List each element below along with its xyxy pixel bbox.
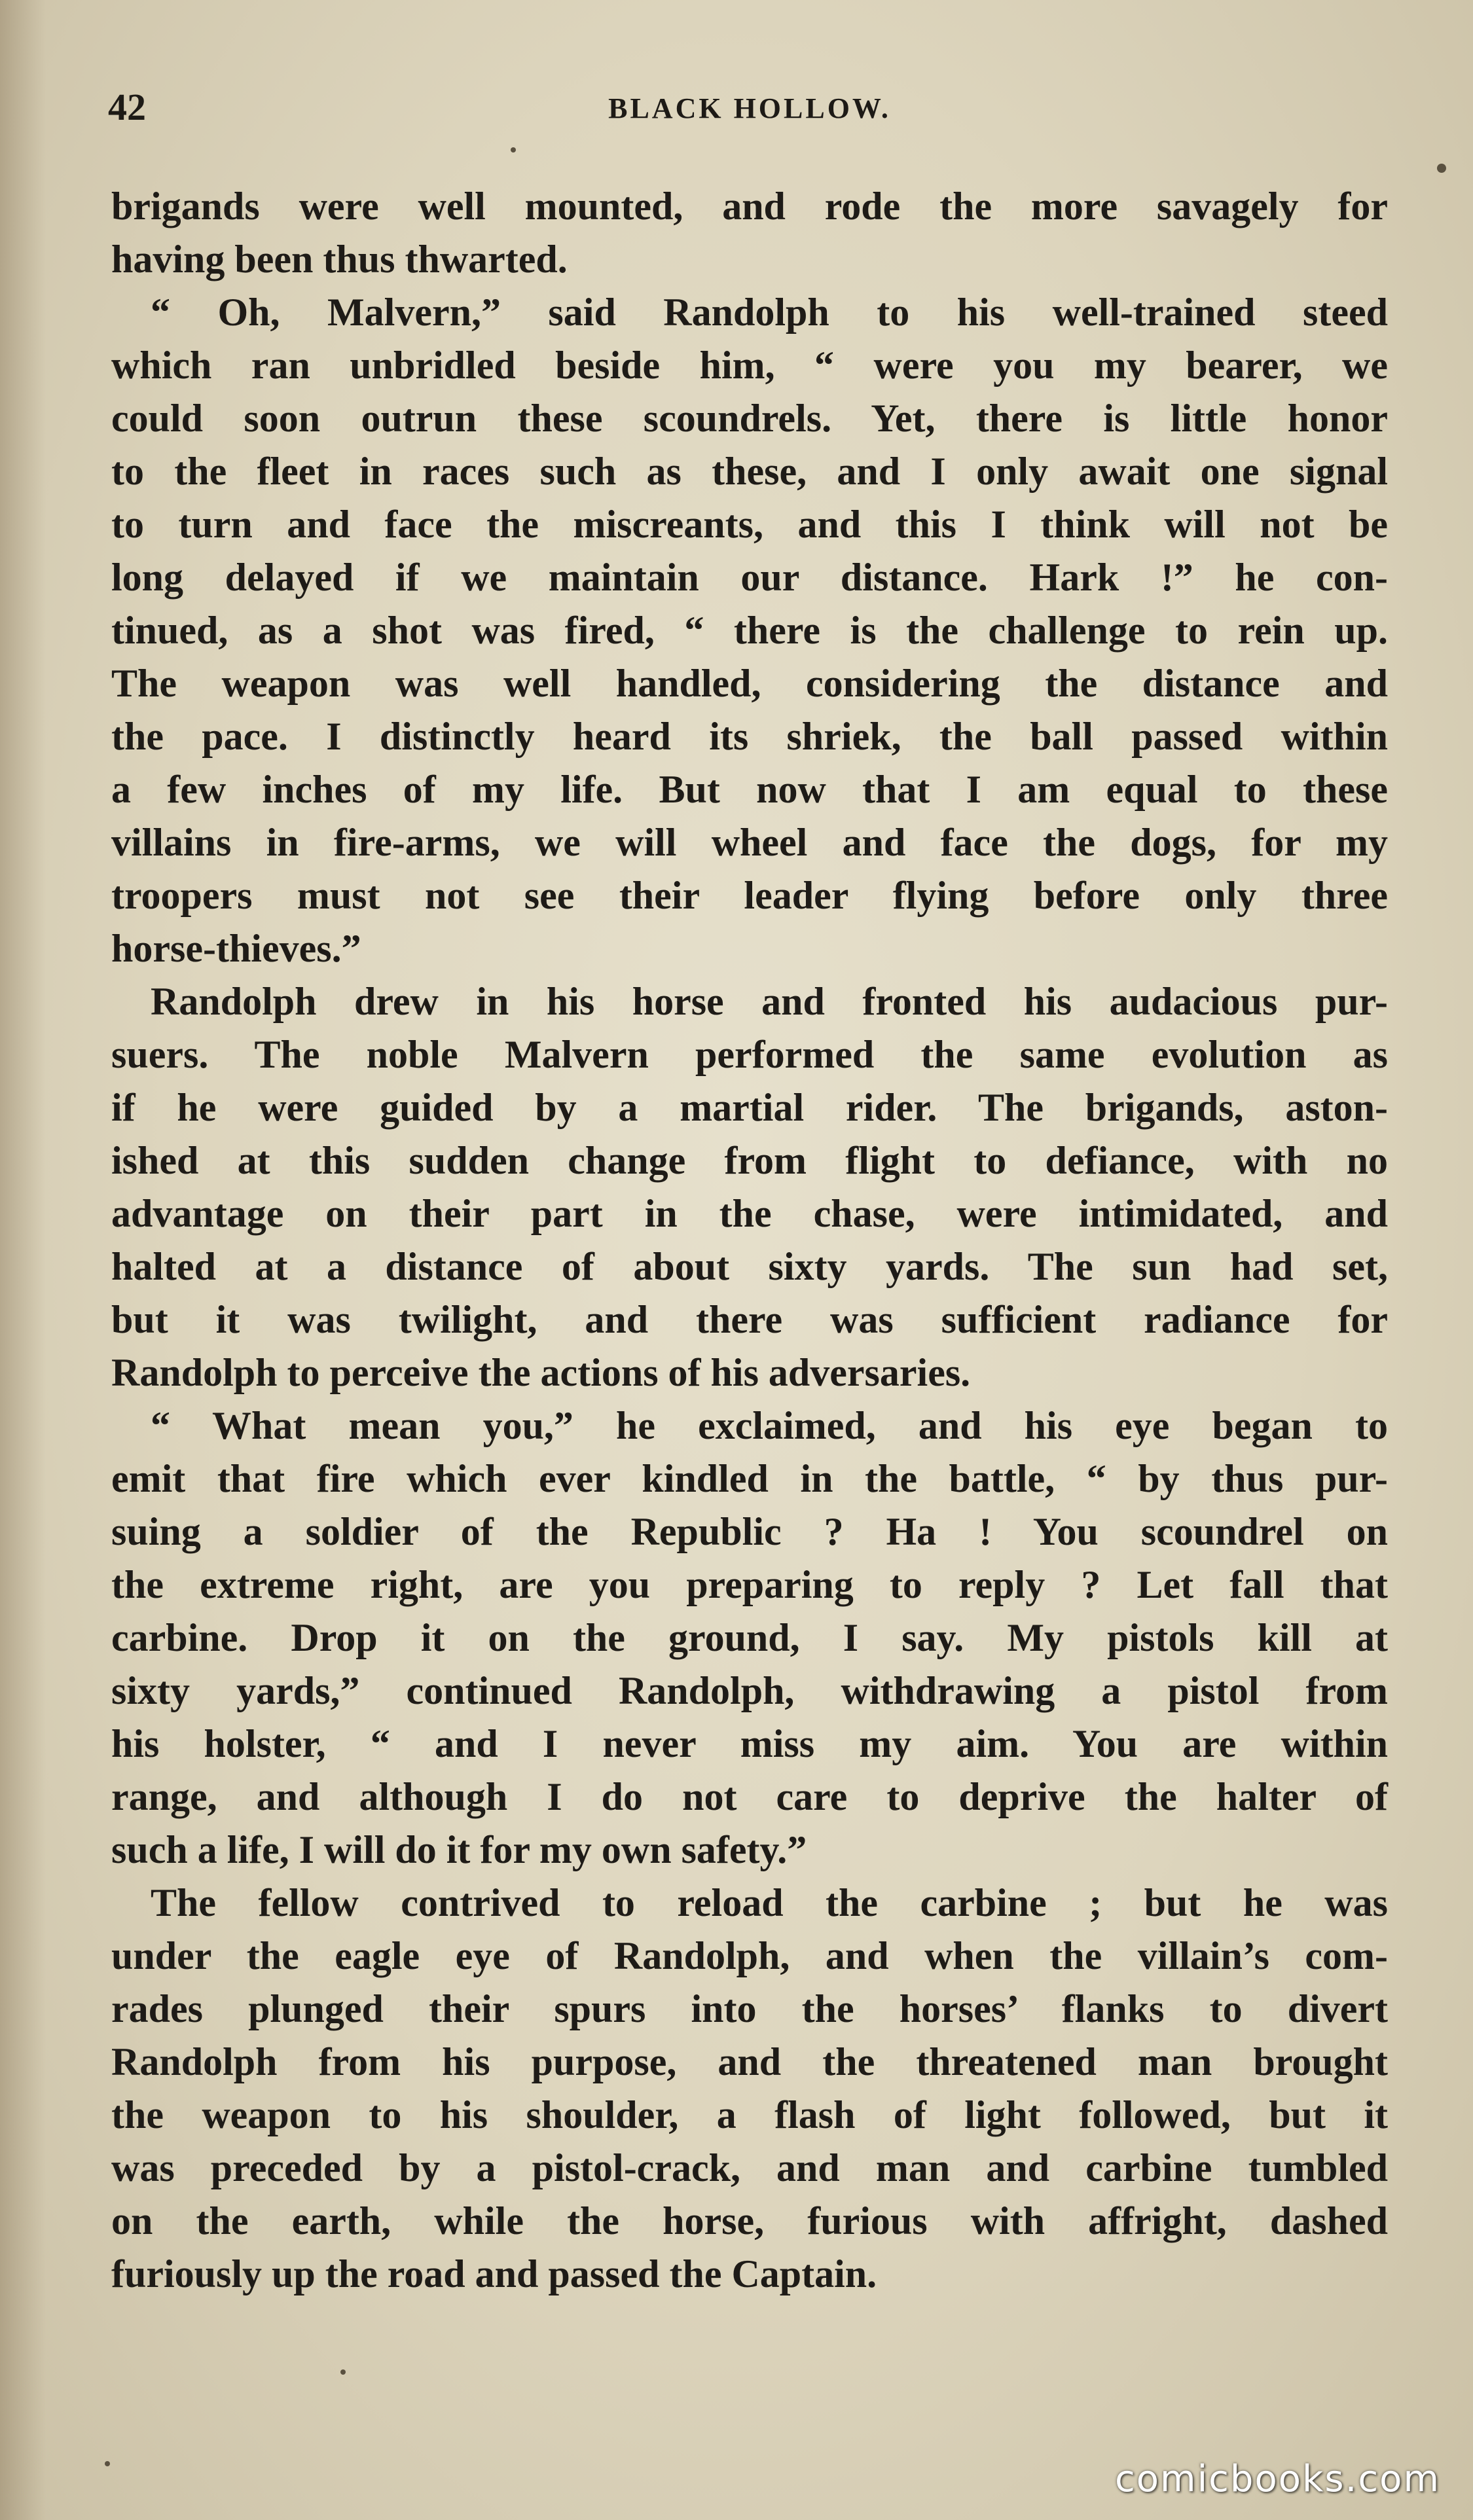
text-line: Randolph drew in his horse and fronted his audacious pur- [151,980,1388,1023]
text-line: horse-thieves.” [111,927,361,970]
text-line: suing a soldier of the Republic ? Ha ! You scoundrel on [111,1510,1388,1553]
spine-shadow [0,0,46,2520]
text-line: Randolph to perceive the actions of his adversaries. [111,1351,971,1394]
text-line: “ What mean you,” he exclaimed, and his eye began to [151,1404,1388,1447]
text-line: carbine. Drop it on the ground, I say. My pistols kill at [111,1616,1388,1659]
text-line: if he were guided by a martial rider. The brigands, aston- [111,1086,1388,1129]
page-number: 42 [108,86,146,128]
text-line: a few inches of my life. But now that I am equal to these [111,768,1388,811]
running-head [108,85,1391,137]
paper-speck [1437,164,1446,173]
text-line: long delayed if we maintain our distance. Hark !” he con- [111,556,1388,599]
text-line: the extreme right, are you preparing to reply ? Let fall that [111,1563,1388,1606]
text-line: was preceded by a pistol-crack, and man and carbine tumbled [111,2146,1388,2189]
text-line: ished at this sudden change from flight to defiance, with no [111,1139,1388,1182]
text-line: which ran unbridled beside him, “ were you my bearer, we [111,344,1388,387]
text-line: having been thus thwarted. [111,238,568,281]
text-line: halted at a distance of about sixty yards. The sun had set, [111,1245,1388,1288]
paper-speck [105,2461,110,2466]
body-text [111,180,1388,2301]
watermark-text: comicbooks.com [1114,2458,1440,2500]
text-line: to turn and face the miscreants, and this I think will not be [111,503,1388,546]
text-line: emit that fire which ever kindled in the battle, “ by thus pur- [111,1457,1388,1500]
running-title: BLACK HOLLOW. [608,92,891,124]
text-line: Randolph from his purpose, and the threatened man brought [111,2040,1388,2083]
text-line: The weapon was well handled, considering the distance and [111,662,1388,705]
text-line: brigands were well mounted, and rode the more savagely for [111,185,1388,228]
text-line: could soon outrun these scoundrels. Yet, there is little honor [111,397,1388,440]
text-line: troopers must not see their leader flying before only three [111,874,1388,917]
text-line: advantage on their part in the chase, were intimidated, and [111,1192,1388,1235]
text-line: the pace. I distinctly heard its shriek, the ball passed within [111,715,1388,758]
text-line: his holster, “ and I never miss my aim. You are within [111,1722,1388,1765]
text-line: the weapon to his shoulder, a flash of light followed, but it [111,2093,1388,2136]
text-line: The fellow contrived to reload the carbine ; but he was [151,1881,1388,1924]
text-line: furiously up the road and passed the Captain. [111,2252,877,2295]
text-line: range, and although I do not care to deprive the halter of [111,1775,1388,1818]
paper-speck [340,2369,346,2375]
text-line: such a life, I will do it for my own safety.” [111,1828,807,1871]
text-line: rades plunged their spurs into the horses’ flanks to divert [111,1987,1388,2030]
text-line: to the fleet in races such as these, and I only await one signal [111,450,1388,493]
text-line: under the eagle eye of Randolph, and when the villain’s com- [111,1934,1388,1977]
text-line: suers. The noble Malvern performed the same evolution as [111,1033,1388,1076]
text-line: villains in fire-arms, we will wheel and face the dogs, for my [111,821,1388,864]
text-line: on the earth, while the horse, furious with affright, dashed [111,2199,1388,2242]
text-line: tinued, as a shot was fired, “ there is the challenge to rein up. [111,609,1388,652]
text-line: “ Oh, Malvern,” said Randolph to his well-trained steed [151,291,1388,334]
text-line: but it was twilight, and there was sufficient radiance for [111,1298,1388,1341]
text-line: sixty yards,” continued Randolph, withdrawing a pistol from [111,1669,1388,1712]
paper-speck [511,147,516,153]
